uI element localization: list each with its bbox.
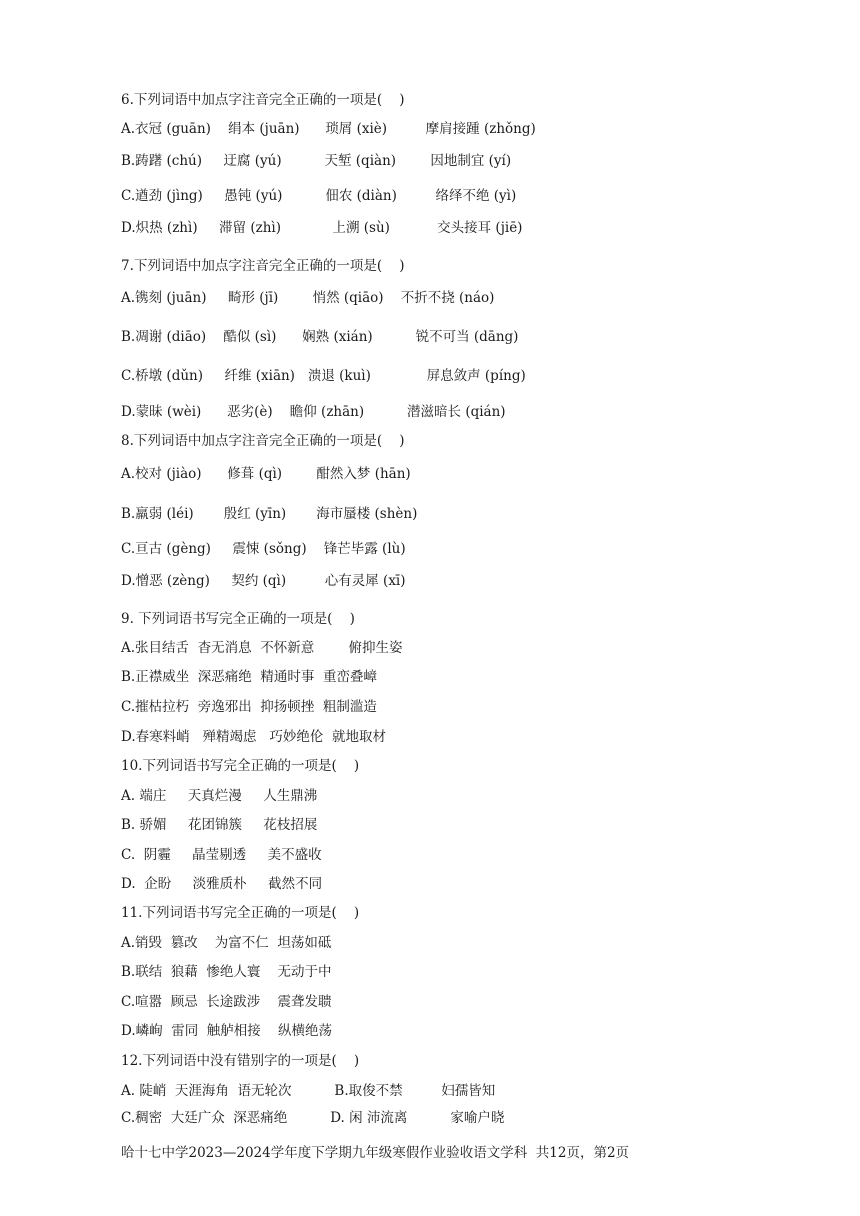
q9-option-a: A.张目结舌 杳无消息 不怀新意 俯抑生姿 xyxy=(121,640,403,656)
q6-option-d: D.炽热 (zhì) 滞留 (zhì) 上溯 (sù) 交头接耳 (jiē) xyxy=(121,220,523,236)
q12-options-a-b: A. 陡峭 天涯海角 语无轮次 B.取俊不禁 妇孺皆知 xyxy=(121,1083,496,1099)
q9-option-d: D.春寒料峭 殚精竭虑 巧妙绝伦 就地取材 xyxy=(121,729,386,745)
q8-option-b: B.羸弱 (léi) 殷红 (yīn) 海市蜃楼 (shèn) xyxy=(121,506,418,522)
q9-option-b: B.正襟威坐 深恶痛绝 精通时事 重峦叠嶂 xyxy=(121,669,377,685)
q6-option-b: B.踌躇 (chú) 迂腐 (yú) 天堑 (qiàn) 因地制宜 (yí) xyxy=(121,153,512,169)
question-8-stem: 8.下列词语中加点字注音完全正确的一项是( ) xyxy=(121,433,405,449)
q10-option-b: B. 骄媚 花团锦簇 花枝招展 xyxy=(121,817,318,833)
question-10-stem: 10.下列词语书写完全正确的一项是( ) xyxy=(121,758,360,774)
q11-option-c: C.喧嚣 顾忌 长途跋涉 震聋发聩 xyxy=(121,994,332,1010)
question-9-stem: 9. 下列词语书写完全正确的一项是( ) xyxy=(121,611,355,627)
q6-option-c: C.遒劲 (jìng) 愚钝 (yú) 佃农 (diàn) 络绎不绝 (yì) xyxy=(121,188,517,204)
q8-option-c: C.亘古 (gèng) 震悚 (sǒng) 锋芒毕露 (lù) xyxy=(121,541,406,557)
question-12-stem: 12.下列词语中没有错别字的一项是( ) xyxy=(121,1053,360,1069)
q10-option-a: A. 端庄 天真烂漫 人生鼎沸 xyxy=(121,788,318,804)
q7-option-b: B.凋谢 (diāo) 酷似 (sì) 娴熟 (xián) 锐不可当 (dāng) xyxy=(121,329,519,345)
q8-option-a: A.校对 (jiào) 修葺 (qì) 酣然入梦 (hān) xyxy=(121,466,411,482)
q8-option-d: D.憎恶 (zèng) 契约 (qì) 心有灵犀 (xī) xyxy=(121,573,406,589)
q9-option-c: C.摧枯拉朽 旁逸邪出 抑扬顿挫 粗制滥造 xyxy=(121,699,377,715)
q11-option-a: A.销毁 篡改 为富不仁 坦荡如砥 xyxy=(121,935,332,951)
q11-option-d: D.嶙峋 雷同 触舻相接 纵横绝荡 xyxy=(121,1023,332,1039)
question-7-stem: 7.下列词语中加点字注音完全正确的一项是( ) xyxy=(121,258,405,274)
q6-option-a: A.衣冠 (guān) 绢本 (juān) 琐屑 (xiè) 摩肩接踵 (zhǒng) xyxy=(121,121,536,137)
question-6-stem: 6.下列词语中加点字注音完全正确的一项是( ) xyxy=(121,92,405,108)
q10-option-c: C. 阴霾 晶莹剔透 美不盛收 xyxy=(121,847,322,863)
q11-option-b: B.联结 狼藉 惨绝人寰 无动于中 xyxy=(121,964,332,980)
q10-option-d: D. 企盼 淡雅质朴 截然不同 xyxy=(121,876,323,892)
q12-options-c-d: C.稠密 大廷广众 深恶痛绝 D. 闲 沛流离 家喻户晓 xyxy=(121,1110,505,1126)
page-footer: 哈十七中学2023—2024学年度下学期九年级寒假作业验收语文学科 共12页，第2页 xyxy=(121,1145,630,1161)
q7-option-d: D.蒙昧 (wèi) 恶劣(è) 瞻仰 (zhān) 潜滋暗长 (qián) xyxy=(121,404,506,420)
q7-option-a: A.镌刻 (juān) 畸形 (jī) 悄然 (qiāo) 不折不挠 (náo) xyxy=(121,290,495,306)
q7-option-c: C.桥墩 (dǔn) 纤维 (xiān) 溃退 (kuì) 屏息敛声 (píng) xyxy=(121,368,526,384)
question-11-stem: 11.下列词语书写完全正确的一项是( ) xyxy=(121,905,360,921)
